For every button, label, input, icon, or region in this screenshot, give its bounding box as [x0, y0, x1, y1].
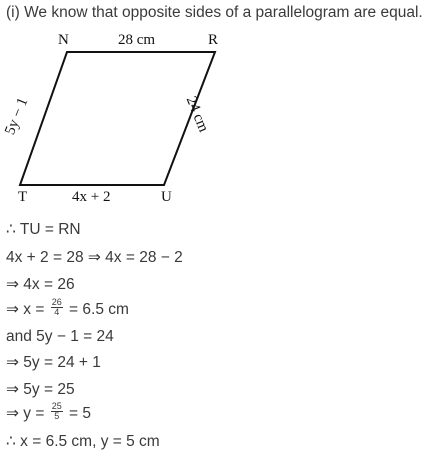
parallelogram-shape — [0, 28, 438, 213]
step-8-denominator: 5 — [54, 411, 60, 422]
step-6: ⇒ 5y = 24 + 1 — [6, 354, 101, 371]
side-bottom-label: 4x + 2 — [72, 189, 111, 205]
step-8-suffix: = 5 — [64, 405, 92, 422]
step-4 — [6, 297, 129, 319]
step-3: ⇒ 4x = 26 — [6, 276, 75, 293]
step-4-prefix: ⇒ x = — [6, 301, 49, 318]
vertex-u-label: U — [161, 189, 172, 205]
vertex-n-label: N — [58, 32, 69, 48]
step-4-numerator: 26 — [51, 297, 62, 308]
step-1: ∴ TU = RN — [6, 221, 81, 238]
step-7: ⇒ 5y = 25 — [6, 381, 75, 398]
vertex-t-label: T — [18, 189, 28, 205]
step-8 — [6, 401, 92, 423]
step-8-fraction — [51, 402, 63, 421]
step-4-fraction — [51, 298, 63, 317]
side-top-label: 28 cm — [118, 32, 156, 48]
vertex-r-label: R — [208, 32, 219, 48]
step-8-numerator: 25 — [51, 401, 62, 412]
step-2: 4x + 2 = 28 ⇒ 4x = 28 − 2 — [6, 249, 183, 266]
step-8-prefix: ⇒ y = — [6, 405, 49, 422]
side-left-label: 5y − 1 — [2, 95, 32, 138]
intro-text: (i) We know that opposite sides of a parallelogram are equal. — [6, 4, 423, 21]
step-5: and 5y − 1 = 24 — [6, 328, 114, 345]
step-9: ∴ x = 6.5 cm, y = 5 cm — [6, 433, 160, 450]
step-4-suffix: = 6.5 cm — [64, 301, 129, 318]
side-right-label: 24 cm — [182, 94, 212, 135]
step-4-denominator: 4 — [54, 307, 60, 318]
parallelogram-figure — [0, 28, 438, 213]
